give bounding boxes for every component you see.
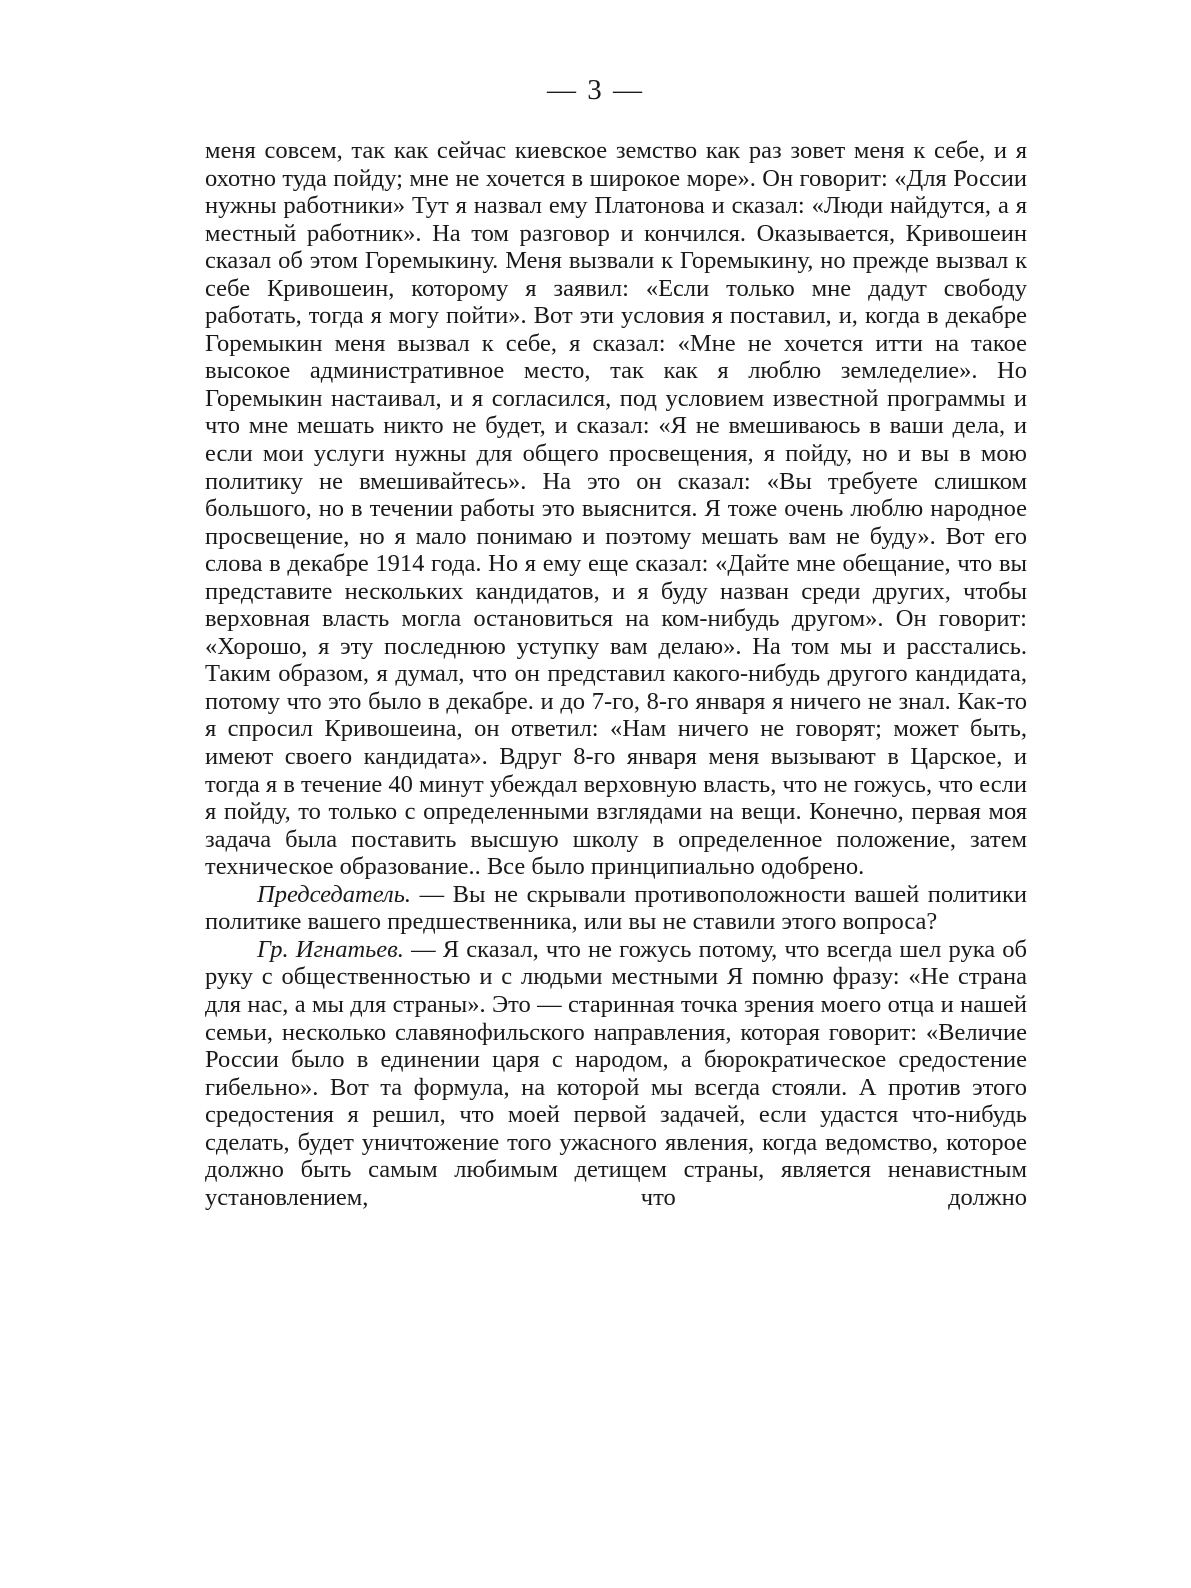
paragraph-text: — Я сказал, что не гожусь потому, что всегда шел рука об руку с общественностью и с людьми местными Я помню фразу: «Не страна для нас, а мы для страны». Это — старинная точка зрения моего отца и нашей семьи, несколько славянофильского направления, которая говорит: «Величие России было в единении царя с народом, а бюрократическое средостение гибельно». Вот та формула, на которой мы всегда стояли. А против этого средостения я решил, что моей первой задачей, если удастся что-нибудь сделать, будет уничтожение того ужасного явления, когда ведомство, которое должно быть самым любимым детищем страны, является ненавистным установлением, что должно [205,935,1027,1211]
paragraph-1 [205,137,1027,881]
speaker-name: Председатель. [257,880,411,908]
paragraph-text: — Вы не скрывали противоположности вашей политики политике вашего предшественника, или вы не ставили этого вопроса? [205,880,1027,936]
paragraph-ignatiev [205,936,1027,1211]
paragraph-chairman [205,881,1027,936]
page-number: — 3 — [547,74,644,106]
speaker-name: Гр. Игнатьев. [257,935,404,963]
paragraph-text: меня совсем, так как сейчас киевское земство как раз зовет меня к себе, и я охотно туда пойду; мне не хочется в широкое море». Он говорит: «Для России нужны работники» Тут я назвал ему Платонова и сказал: «Люди найдутся, а я местный работник». На том разговор и кончился. Оказывается, Кривошеин сказал об этом Горемыкину. Меня вызвали к Горемыкину, но прежде вызвал к себе Кривошеин, которому я заявил: «Если только мне дадут свободу работать, тогда я могу пойти». Вот эти условия я поставил, и, когда в декабре Горемыкин меня вызвал к себе, я сказал: «Мне не хочется итти на такое высокое административное место, так как я люблю земледелие». Но Горемыкин настаивал, и я согласился, под условием известной программы и что мне мешать никто не будет, и сказал: «Я не вмешиваюсь в ваши дела, и если мои услуги нужны для общего просвещения, я пойду, но и вы в мою политику не вмешивайтесь». На это он сказал: «Вы требуете слишком большого, но в течении работы это выяснится. Я тоже очень люблю народное просвещение, но я мало понимаю и поэтому мешать вам не буду». Вот его слова в декабре 1914 года. Но я ему еще сказал: «Дайте мне обещание, что вы представите нескольких кандидатов, и я буду назван среди других, чтобы верховная власть могла остановиться на ком-нибудь другом». Он говорит: «Хорошо, я эту последнюю уступку вам делаю». На том мы и расстались. Таким образом, я думал, что он представил какого-нибудь другого кандидата, потому что это было в декабре. и до 7-го, 8-го января я ничего не знал. Как-то я спросил Кривошеина, он ответил: «Нам ничего не говорят; может быть, имеют своего кандидата». Вдруг 8-го января меня вызывают в Царское, и тогда я в течение 40 минут убеждал верховную власть, что не гожусь, что если я пойду, то только с определенными взглядами на вещи. Конечно, первая моя задача была поставить высшую школу в определенное положение, затем техническое образование.. Все было принципиально одобрено. [205,137,1027,881]
page-body [205,137,1027,1211]
